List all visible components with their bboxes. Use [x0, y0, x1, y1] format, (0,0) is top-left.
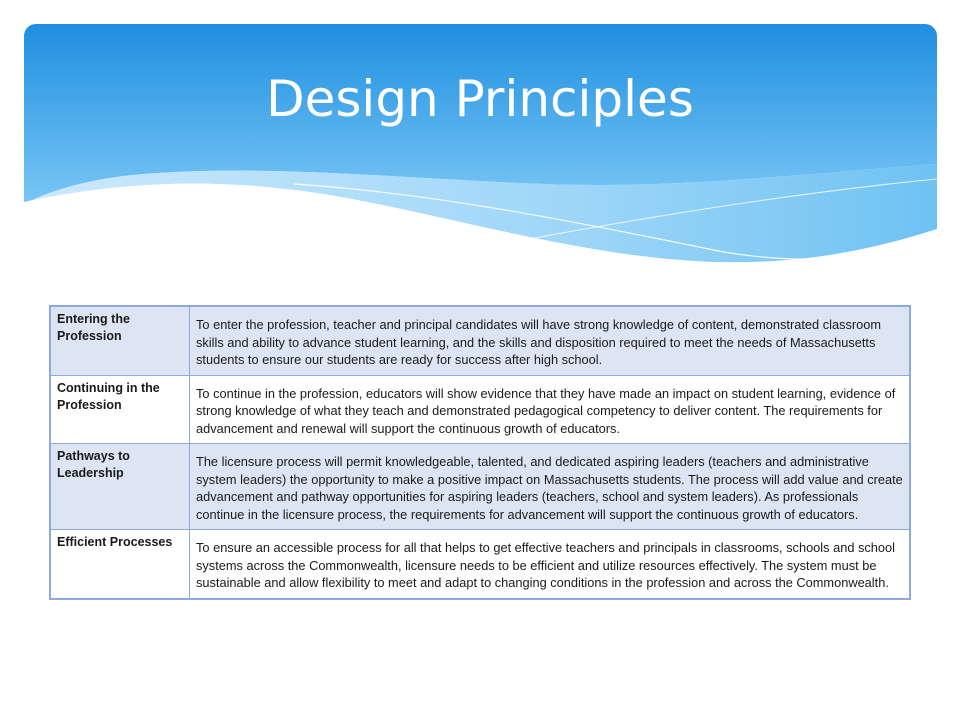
slide-title: Design Principles: [266, 70, 694, 128]
row-description-cell: To enter the profession, teacher and principal candidates will have strong knowledge of content, demonstrated classroom skills and ability to advance student learning, and the skills and disposition required to meet the needs of Massachusetts students to ensure our students are ready for success after high school.: [190, 306, 911, 375]
table-row: [50, 530, 910, 599]
table-row: [50, 444, 910, 530]
table-row: [50, 375, 910, 444]
principles-table: [49, 305, 911, 600]
header-wave-band: [24, 24, 937, 284]
row-label-cell: Efficient Processes: [50, 530, 190, 599]
row-label-cell: Entering the Profession: [50, 306, 190, 375]
header-wave-graphic: [24, 24, 937, 284]
table-row: [50, 306, 910, 375]
row-description-cell: To continue in the profession, educators will show evidence that they have made an impact on student learning, evidence of strong knowledge of what they teach and demonstrated pedagogical competency to deliver content. The requirements for advancement and renewal will support the continuous growth of educators.: [190, 375, 911, 444]
principles-table-container: [49, 305, 911, 600]
row-description-cell: The licensure process will permit knowledgeable, talented, and dedicated aspiring leaders (teachers and administrative system leaders) the opportunity to make a positive impact on Massachusetts students. The process will add value and create advancement and pathway opportunities for aspiring leaders (teachers, school and system leaders). As professionals continue in the licensure process, the requirements for advancement will support the continuous growth of educators.: [190, 444, 911, 530]
row-label-cell: Continuing in the Profession: [50, 375, 190, 444]
principles-table-body: [50, 306, 910, 599]
row-label-cell: Pathways to Leadership: [50, 444, 190, 530]
row-description-cell: To ensure an accessible process for all that helps to get effective teachers and principals in classrooms, schools and school systems across the Commonwealth, licensure needs to be efficient and utilize resources effectively. The system must be sustainable and allow flexibility to meet and adapt to changing conditions in the profession and across the Commonwealth.: [190, 530, 911, 599]
